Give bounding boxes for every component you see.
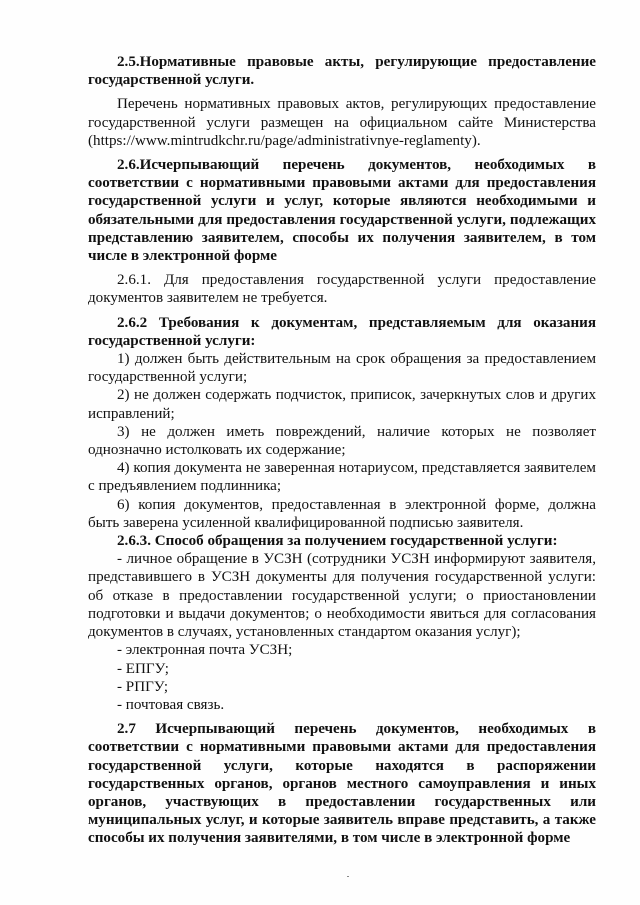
method-item: - РПГУ; — [117, 678, 169, 695]
method-item-in-person: - личное обращение в УСЗН (сотрудники УСЗН информируют заявителя, представившего в УСЗН документы для получения государственной услуги: об отказе в предоставлении государственной услуги; о приостановлении подготовки и выдачи документов; о необходимости явиться для согласования документов в случаях, установленных стандартом оказания услуг); — [88, 551, 596, 641]
method-item: - электронная почта УСЗН; — [117, 642, 293, 659]
requirement-item: 6) копия документов, предоставленная в электронной форме, должна быть заверена усиленной квалифицированной подписью заявителя. — [88, 496, 596, 531]
heading-2-6: 2.6.Исчерпывающий перечень документов, необходимых в соответствии с нормативными правовыми актами для предоставления государственной услуги и услуг, которые являются необходимыми и обязательными для предоставления государственной услуги, подлежащих представлению заявителем, способы их получения заявителем, в том числе в электронной форме — [88, 157, 596, 265]
method-item: - почтовая связь. — [117, 696, 225, 713]
requirement-item: 2) не должен содержать подчисток, приписок, зачеркнутых слов и других исправлений; — [88, 387, 596, 422]
method-item: - ЕПГУ; — [117, 660, 169, 677]
scan-speck — [347, 876, 349, 877]
requirement-item: 1) должен быть действительным на срок обращения за предоставлением государственной услуги; — [88, 351, 596, 386]
heading-2-5: 2.5.Нормативные правовые акты, регулирующие предоставление государственной услуги. — [88, 54, 596, 89]
requirement-item: 4) копия документа не заверенная нотариусом, представляется заявителем с предъявлением подлинника; — [88, 460, 596, 495]
paragraph-2-6-1: 2.6.1. Для предоставления государственной услуги предоставление документов заявителем не требуется. — [88, 272, 596, 307]
heading-2-7: 2.7 Исчерпывающий перечень документов, необходимых в соответствии с нормативными правовыми актами для предоставления государственной услуги, которые находятся в распоряжении государственных органов, органов местного самоуправления и иных органов, участвующих в предоставлении государственных или муниципальных услуг, и которые заявитель вправе представить, а также способы их получения заявителями, в том числе в электронной форме — [88, 721, 596, 847]
paragraph-2-5: Перечень нормативных правовых актов, регулирующих предоставление государственной услуги размещен на официальном сайте Министерства (https://www.mintrudkchr.ru/page/administrativnye-reglamenty). — [88, 96, 596, 149]
requirement-item: 3) не должен иметь повреждений, наличие которых не позволяет однозначно истолковать их содержание; — [88, 423, 596, 459]
heading-2-6-3: 2.6.3. Способ обращения за получением государственной услуги: — [117, 533, 558, 550]
heading-2-6-2: 2.6.2 Требования к документам, представляемым для оказания государственной услуги: — [88, 314, 596, 349]
document-body — [88, 53, 596, 848]
